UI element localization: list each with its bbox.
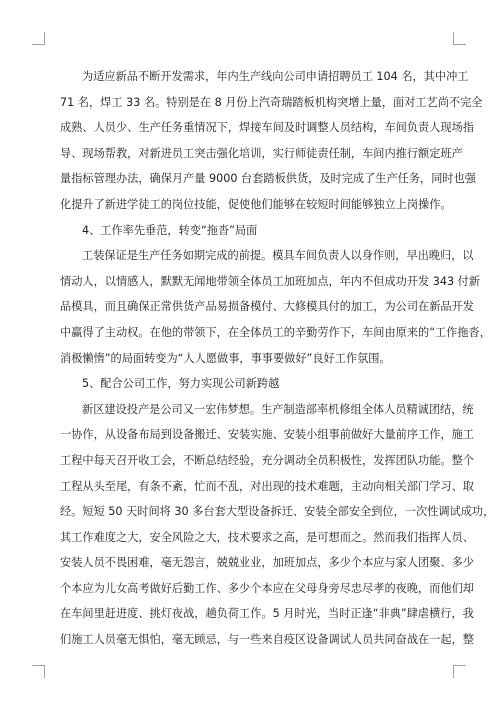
text-line: 工装保证是生产任务如期完成的前提。模具车间负责人以身作则，早出晚归，以 (82, 249, 474, 263)
text-line: 新区建设投产是公司又一宏伟梦想。生产制造部率机修组全体人员精诚团结，统 (82, 402, 474, 416)
text-line: 为适应新品不断开发需求，年内生产线向公司申请招聘员工 104 名，其中冲工 (82, 70, 469, 83)
text-line: 量指标管理办法，确保月产量 9000 台套踏板供货，及时完成了生产任务，同时也强 (60, 172, 476, 186)
crop-mark-top-right (453, 32, 466, 45)
text-line: 品模具，而且确保正常供货产品易损备模付、大修模具付的加工，为公司在新品开发 (60, 300, 474, 314)
text-line: 一协作，从设备布局到设备搬迁、安装实施、安装小组事前做好大量前序工作，施工 (60, 428, 474, 442)
text-line: 工程从头至尾，有条不紊，忙而不乱，对出现的技术难题，主动向相关部门学习、取 (60, 479, 474, 493)
text-line: 工程中每天召开收工会，不断总结经验，充分调动全员积极性，发挥团队功能。整个 (60, 453, 474, 467)
text-line: 71 名，焊工 33 名。特别是在 8 月份上汽奇瑞踏板机构突增上量，面对工艺尚不完全 (60, 95, 483, 109)
text-line: 情动人，以情感人，默默无闻地带领全体员工加班加点，年内不但成功开发 343 付新 (60, 274, 481, 288)
text-line: 安装人员不畏困难，毫无怨言，兢兢业业，加班加点，多少个本应与家人团聚、多少 (60, 556, 474, 570)
crop-mark-bottom-left (32, 665, 45, 678)
text-line: 5、配合公司工作，努力实现公司新跨越 (82, 377, 280, 391)
text-line: 在车间里赶进度、挑灯夜战，趟负荷工作。5 月时光，当时正逢“非典”肆虐横行，我 (60, 607, 474, 621)
crop-mark-bottom-right (453, 665, 466, 678)
crop-mark-top-left (32, 32, 45, 45)
document-body (60, 64, 495, 653)
text-line: 消极懒惰”的局面转变为“人人愿做事，事事要做好”良好工作氛围。 (60, 351, 391, 365)
text-line: 中赢得了主动权。在他的带领下，在全体员工的辛勤劳作下，车间由原来的“工作拖沓， (60, 325, 491, 339)
text-line: 成熟、人员少、生产任务重情况下，焊接车间及时调整人员结构，车间负责人现场指 (60, 121, 474, 135)
text-line: 化提升了新进学徒工的岗位技能，促使他们能够在较短时间能够独立上岗操作。 (60, 197, 452, 211)
text-line: 个本应为儿女高考做好后勤工作、多少个本应在父母身旁尽忠尽孝的夜晚，而他们却 (60, 581, 474, 595)
text-line: 经。短短 50 天时间将 30 多台套大型设备拆迁、安装全部安全到位，一次性调试成功， (60, 505, 495, 519)
text-line: 们施工人员毫无惧怕，毫无顾忌，与一些来自疫区设备调试人员共同奋战在一起，整 (60, 633, 474, 647)
text-line: 导、现场帮教，对新进员工突击强化培训，实行师徒责任制，车间内推行额定班产 (60, 146, 463, 160)
text-line: 4、工作率先垂范，转变“拖沓”局面 (82, 223, 258, 237)
text-line: 其工作难度之大，安全风险之大，技术要求之高，是可想而之。然而我们指挥人员、 (60, 530, 474, 544)
